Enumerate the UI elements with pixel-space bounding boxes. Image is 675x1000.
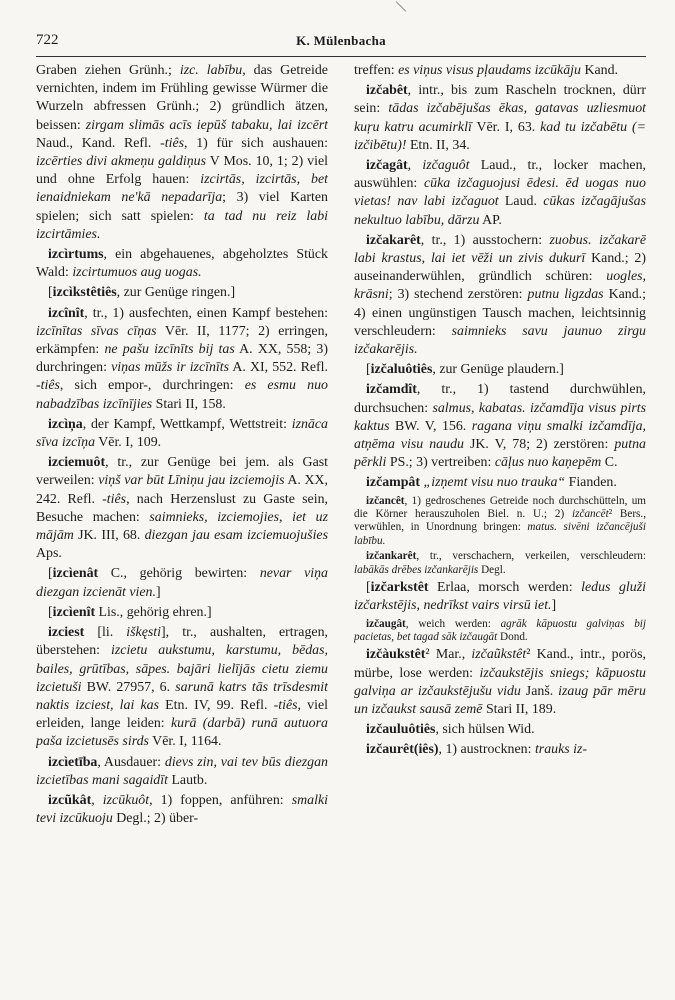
dictionary-entry: izciest [li. iškęsti], tr., aushalten, ertragen, überstehen: izcietu aukstumu, karstumu, bēdas, bailes, grūtības, sāpes. bajāri lielījās cietu ziemu izcietuši BW. 27957, 6. sarunā katrs tās trīsdesmit naktis izciest, lai kas Etn. IV, 99. Refl. -tiês, viel erleiden, lange leiden: kurā (darbā) runā autuora paša izcietusēs sirds Vēr. I, 1164. — [36, 625, 328, 750]
dictionary-entry: izcìetība, Ausdauer: dievs zin, vai tev būs diezgan izcietības mani sagaidīt Lautb. — [36, 754, 328, 788]
dictionary-entry: izčamdît, tr., 1) tastend durchwühlen, durchsuchen: salmus, kabatas. izčamdīja visus pirts kaktus BW. V, 156. ragana viņu smalki izčamdīja, atņēma visu naudu JK. V, 78; 2) zerstören: putna pērkli PS.; 3) vertreiben: cāļus nuo kaņepēm C. — [354, 382, 646, 471]
right-column — [354, 62, 646, 992]
dictionary-entry: izcũkât, izcūkuôt, 1) foppen, anführen: smalki tevi izcūkuoju Degl.; 2) über- — [36, 792, 328, 827]
dictionary-entry: [izcìenât C., gehörig bewirten: nevar viņa diezgan izcienāt vien.] — [36, 566, 328, 600]
dictionary-entry: izciemuôt, tr., zur Genüge bei jem. als Gast verweilen: viņš var būt Līniņu jau izciemojis A. XX, 242. Refl. -tiês, nach Herzenslust zu Gaste sein, Besuche machen: saimnieks, izciemojies, iet uz mājām JK. III, 68. diezgan jau esam izciemuojušies Aps. — [36, 455, 328, 562]
left-column — [36, 62, 328, 992]
dictionary-entry: izcînît, tr., 1) ausfechten, einen Kampf bestehen: izcīnītas sīvas cīņas Vēr. II, 1177; 2) erringen, erkämpfen: ne pašu izcīnīts bij tas A. XX, 558; 3) durchringen: viņas mūžs ir izcīnīts A. XI, 552. Refl. -tiês, sich empor-, durchringen: es esmu nuo nabadzības izcīnījies Stari II, 158. — [36, 305, 328, 412]
dictionary-entry: Graben ziehen Grünh.; izc. labību, das Getreide vernichten, indem im Frühling gewisse Würmer die Wurzeln abfressen Grünh.; 2) gründlich ätzen, beissen: zirgam slimās acīs iepūš tabaku, lai izcērt Naud., Kand. Refl. -tiês, 1) für sich aushauen: izcērties divi akmeņu galdiņus V Mos. 10, 1; 2) viel und ohne Erfolg hauen: izcirtās, izcirtās, bet ienaidniekam ne'kā nepadarīja; 3) viel Karten spielen; sich satt spielen: ta tad nu reiz labi izcirtāmies. — [36, 63, 328, 242]
dictionary-entry: izčaugât, weich werden: agrāk kāpuostu galviņas bij pacietas, bet tagad sāk izčaugāt Dond. — [354, 617, 646, 643]
page-number: 722 — [36, 32, 59, 48]
dictionary-entry: izčauluôtiês, sich hülsen Wid. — [366, 722, 535, 738]
dictionary-entry: izcìrtums, ein abgehauenes, abgeholztes Stück Wald: izcirtumuos aug uogas. — [36, 247, 328, 281]
page-header — [36, 32, 646, 57]
dictionary-entry: izčakarêt, tr., 1) ausstochern: zuobus. izčakarē labi krastus, lai iet vēži un zivis dukurī Kand.; 2) auseinanderwühlen, gründlich schüren: uogles, krāsni; 3) stechend zerstören: putnu ligzdas Kand.; 4) einen ungünstigen Tausch machen, leichtsinnig verschleudern: saimnieks savu jaunuo zirgu izčakarējis. — [354, 232, 646, 358]
dictionary-entry: izčancêt, 1) gedroschenes Getreide noch durchschütteln, um die Körner herauszuholen Biel. n. U.; 2) izčancēt² Bers., verwühlen, in Unordnung bringen: matus. sivēni izčancējuši labību. — [354, 494, 646, 547]
dictionary-entry: izčagât, izčaguôt Laud., tr., locker machen, auswühlen: cūka izčaguojusi ēdesi. ēd uogas nuo vietas! nav labi izčaguot Laud. cūkas izčagājušas nekultuo labību, dārzu AP. — [354, 158, 646, 228]
dictionary-entry: izčampât „izņemt visu nuo trauka“ Fianden. — [366, 475, 617, 491]
dictionary-entry: izcìņa, der Kampf, Wettkampf, Wettstreit: iznāca sīva izcīņa Vēr. I, 109. — [36, 416, 328, 451]
dictionary-entry: izčaurêt(iês), 1) austrocknen: trauks iz- — [366, 742, 588, 758]
dictionary-entry: [izcìenît Lis., gehörig ehren.] — [48, 604, 212, 620]
dictionary-entry: izčabêt, intr., bis zum Rascheln trocknen, dürr sein: tādas izčabējušas ēkas, gatavas uzliesmuot kuŗu katru acumirklī Vēr. I, 63. kad tu izčabētu (= izčibētu)! Etn. II, 34. — [354, 83, 646, 153]
dictionary-entry: [izčaluôtiês, zur Genüge plaudern.] — [366, 362, 564, 378]
scan-mark — [396, 1, 407, 12]
dictionary-entry: treffen: es viņus visus pļaudams izcūkāju Kand. — [354, 63, 619, 78]
dictionary-entry: [izčarkstêt Erlaa, morsch werden: ledus gluži izčarkstējis, nedrīkst vairs virsū iet.] — [354, 580, 646, 614]
dictionary-entry: izčàukstêt² Mar., izčaũkstêt² Kand., intr., porös, mürbe, lose werden: izčaukstējis sniegs; kāpuostu galviņa ar izčaukstējušu vidu Janš. izaug pār mēru un izčaukst sausā zemē Stari II, 189. — [354, 647, 646, 717]
dictionary-entry: izčankarêt, tr., verschachern, verkeilen, verschleudern: labākās drēbes izčankarējis Degl. — [354, 550, 646, 576]
dictionary-entry: [izcìkstêtiês, zur Genüge ringen.] — [48, 285, 236, 301]
running-head: K. Mülenbacha — [296, 33, 386, 48]
